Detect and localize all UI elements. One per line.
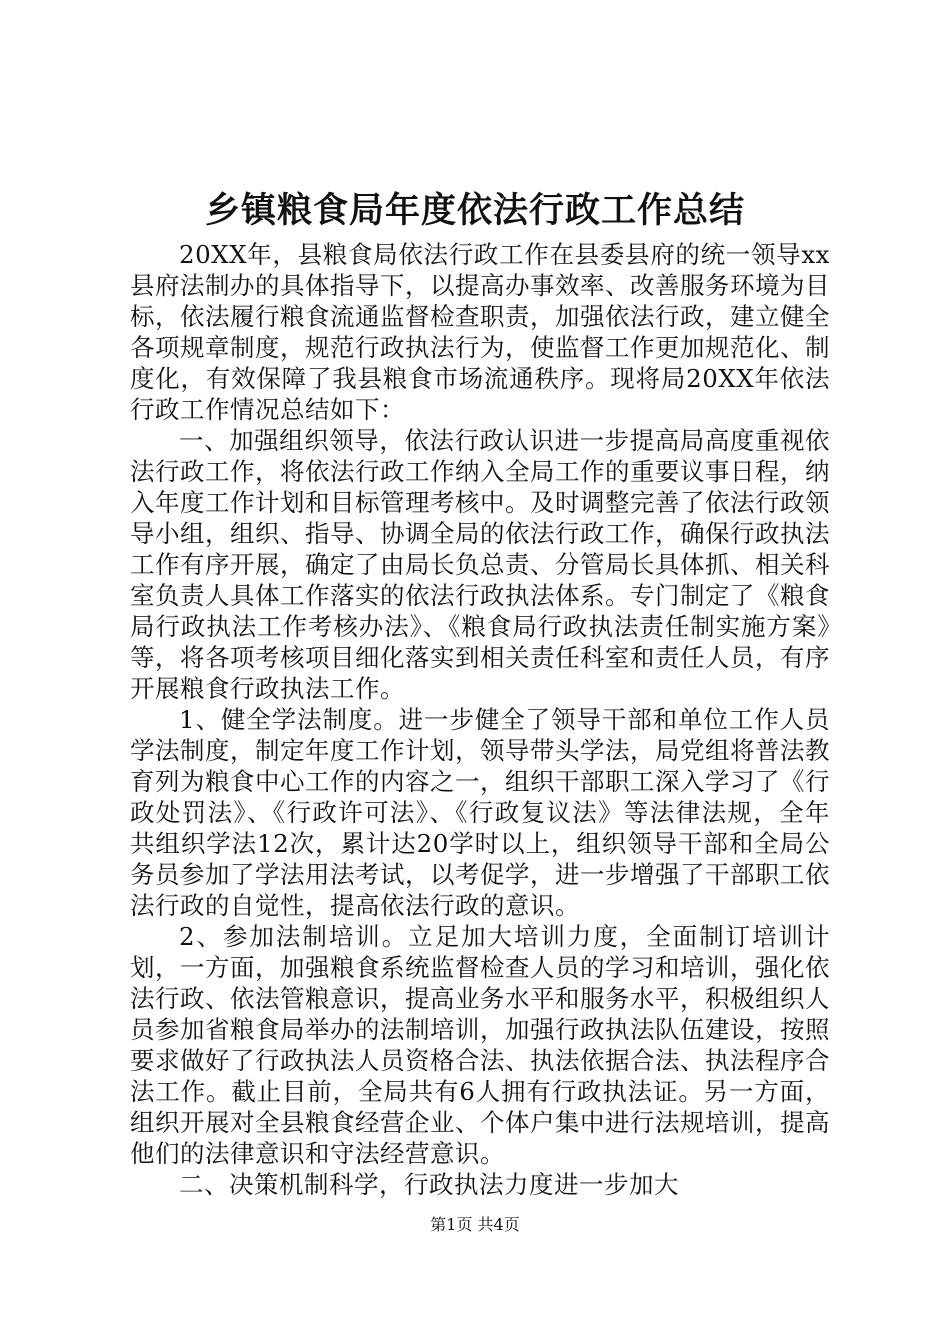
paragraph-section-1: 一、加强组织领导，依法行政认识进一步提高局高度重视依法行政工作，将依法行政工作纳入全局工作的重要议事日程，纳入年度工作计划和目标管理考核中。及时调整完善了依法行政领导小组，组织、指导、协调全局的依法行政工作，确保行政执法工作有序开展，确定了由局长负总责、分管局长具体抓、相关科室负责人具体工作落实的依法行政执法体系。专门制定了《粮食局行政执法工作考核办法》、《粮食局行政执法责任制实施方案》等，将各项考核项目细化落实到相关责任科室和责任人员，有序开展粮食行政执法工作。 <box>130 426 830 703</box>
document-title: 乡镇粮食局年度依法行政工作总结 <box>204 190 745 231</box>
document-body <box>130 239 830 1200</box>
page-number-footer: 第1页 共4页 <box>430 1215 520 1234</box>
paragraph-item-2: 2、参加法制培训。立足加大培训力度，全面制订培训计划，一方面，加强粮食系统监督检查人员的学习和培训，强化依法行政、依法管粮意识，提高业务水平和服务水平，积极组织人员参加省粮食局举办的法制培训，加强行政执法队伍建设，按照要求做好了行政执法人员资格合法、执法依据合法、执法程序合法工作。截止目前，全局共有6人拥有行政执法证。另一方面，组织开展对全县粮食经营企业、个体户集中进行法规培训，提高他们的法律意识和守法经营意识。 <box>130 922 830 1168</box>
paragraph-section-2: 二、决策机制科学，行政执法力度进一步加大 <box>179 1170 679 1199</box>
paragraph-item-1: 1、健全学法制度。进一步健全了领导干部和单位工作人员学法制度，制定年度工作计划，领导带头学法，局党组将普法教育列为粮食中心工作的内容之一，组织干部职工深入学习了《行政处罚法》、《行政许可法》、《行政复议法》等法律法规，全年共组织学法12次，累计达20学时以上，组织领导干部和全局公务员参加了学法用法考试，以考促学，进一步增强了干部职工依法行政的自觉性，提高依法行政的意识。 <box>130 705 830 920</box>
paragraph-intro: 20XX年，县粮食局依法行政工作在县委县府的统一领导xx县府法制办的具体指导下，以提高办事效率、改善服务环境为目标，依法履行粮食流通监督检查职责，加强依法行政，建立健全各项规章制度，规范行政执法行为，使监督工作更加规范化、制度化，有效保障了我县粮食市场流通秩序。现将局20XX年依法行政工作情况总结如下： <box>130 240 830 424</box>
